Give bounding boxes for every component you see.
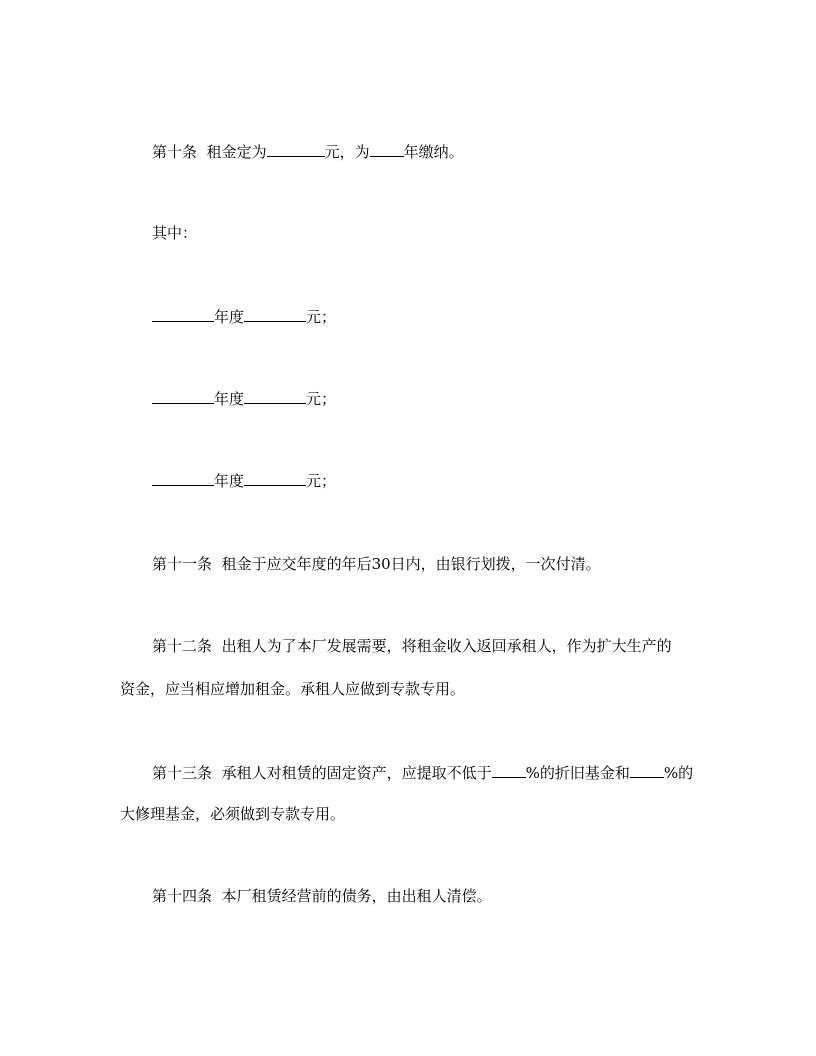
unit-label: 元； [306,390,337,408]
article-10 [152,141,464,162]
schedule-row [152,388,336,409]
article-13-label: 第十三条 [152,764,213,782]
year-blank [152,306,214,322]
article-11 [152,554,601,574]
article-13-line-1 [152,762,693,783]
article-12-label: 第十二条 [152,637,213,655]
year-label: 年度 [214,308,245,326]
payment-period-blank [370,141,404,157]
article-13-text-a: 承租人对租赁的固定资产，应提取不低于 [221,764,492,782]
depreciation-percent-blank [492,762,526,778]
rent-amount-blank [267,141,325,157]
year-blank [152,388,214,404]
year-blank [152,470,214,486]
article-10-text-c: 年缴纳。 [403,143,464,161]
year-label: 年度 [214,390,245,408]
schedule-row [152,306,336,327]
article-13-text-c: %的 [663,764,694,782]
article-10-text-b: 元，为 [324,143,370,161]
article-10-text-a: 租金定为 [206,143,267,161]
among-heading: 其中： [152,224,198,242]
article-13-line-2: 大修理基金，必须做到专款专用。 [120,805,346,823]
article-14-label: 第十四条 [152,887,213,905]
unit-label: 元； [306,472,337,490]
article-11-label: 第十一条 [152,555,213,573]
article-12-line-1 [152,636,672,656]
year-label: 年度 [214,472,245,490]
amount-blank [244,388,306,404]
schedule-row [152,470,336,491]
article-13-text-b: %的折旧基金和 [525,764,630,782]
article-12-line-2: 资金，应当相应增加租金。承租人应做到专款专用。 [120,680,466,698]
article-14-text: 本厂租赁经营前的债务，由出租人清偿。 [221,887,492,905]
unit-label: 元； [306,308,337,326]
amount-blank [244,470,306,486]
article-11-text: 租金于应交年度的年后30日内，由银行划拨，一次付清。 [221,555,601,573]
repair-percent-blank [630,762,664,778]
article-10-label: 第十条 [152,143,198,161]
amount-blank [244,306,306,322]
article-12-text-1: 出租人为了本厂发展需要，将租金收入返回承租人，作为扩大生产的 [221,637,672,655]
article-14 [152,886,492,906]
